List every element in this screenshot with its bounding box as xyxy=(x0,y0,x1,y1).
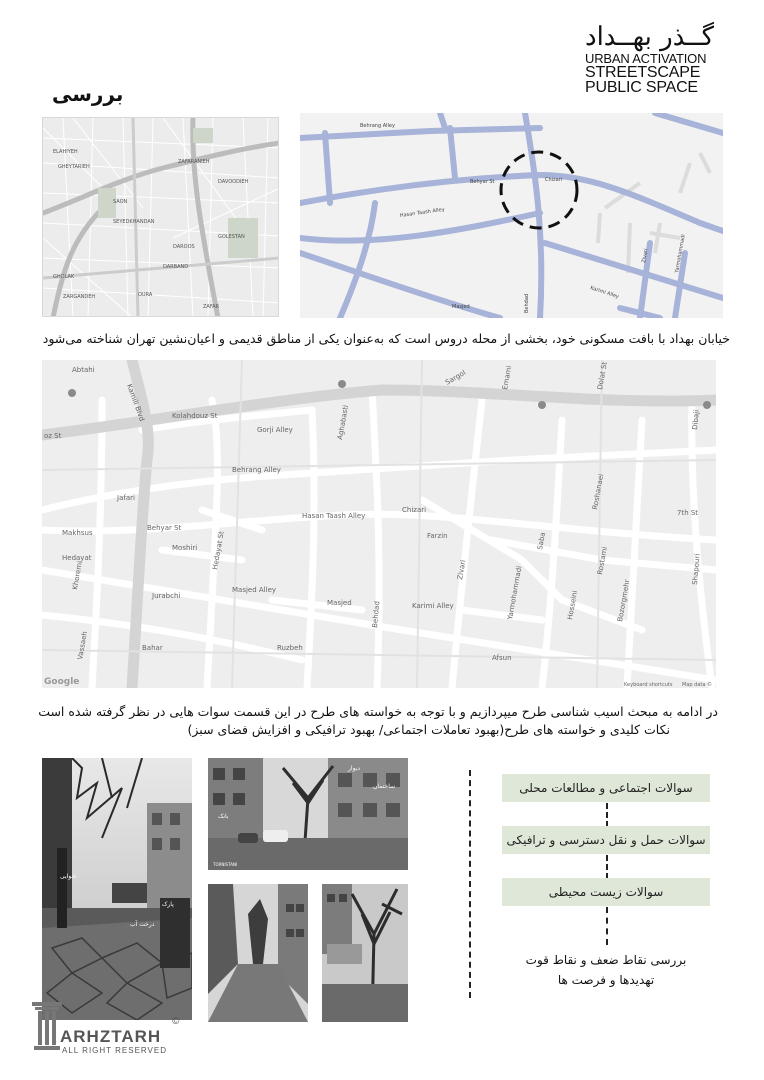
map-small-label: GHEYTARIEH xyxy=(58,164,90,170)
map-large-label: Khoremi xyxy=(71,560,85,591)
map-large-label: Behdad xyxy=(371,600,382,629)
copyright-icon: © xyxy=(172,1016,181,1027)
map-large-label: Sargol xyxy=(444,368,468,387)
map-small-label: ZAFAR xyxy=(203,304,220,310)
logo-name: ARHZTARH xyxy=(60,1027,162,1046)
arhztarh-logo xyxy=(32,1000,182,1055)
connector-dash-3 xyxy=(606,907,608,945)
map-large-label: Abtahi xyxy=(72,366,95,374)
question-box-transport: سوالات حمل و نقل دسترسی و ترافیکی xyxy=(502,826,710,854)
photo2-label: دیوار xyxy=(348,765,361,772)
map-large-label: Kamili Blvd xyxy=(125,382,146,423)
photo1-label: پارک xyxy=(162,901,174,908)
map-large-label: Farzin xyxy=(427,532,448,540)
connector-dash-1 xyxy=(606,803,608,827)
map-zoom-label: Hasan Taash Alley xyxy=(399,206,446,219)
analysis-paragraph-2: نکات کلیدی و خواسته های طرح(بهبود تعاملات اجتماعی/ بهبود ترافیکی و افزایش فضای سبز) xyxy=(187,722,670,737)
map-small-label: DAROOS xyxy=(173,244,195,250)
street-photo-3 xyxy=(208,884,308,1022)
swot-line-1: بررسی نقاط ضعف و نقاط قوت xyxy=(525,953,687,967)
map-large-label: Karimi Alley xyxy=(412,602,454,610)
photo1-label: درخت آب xyxy=(130,921,155,928)
map-zoom-label: Behyar St xyxy=(470,179,495,185)
map-small-label: ELAHIYEH xyxy=(53,149,78,155)
map-zoom-label: Behrang Alley xyxy=(360,123,395,129)
map-large-label: Hosseini xyxy=(566,589,580,621)
map-large-label: Jurabchi xyxy=(152,592,181,600)
map-large-label: Gorji Alley xyxy=(257,426,293,434)
map-large-label: Dolat St xyxy=(596,361,609,391)
street-photo-4 xyxy=(322,884,408,1022)
map-small-label: DAVOODIEH xyxy=(218,179,249,185)
map-large-label: Yarmohammadi xyxy=(506,565,524,621)
photo2-label: بانک xyxy=(218,813,229,820)
map-large-label: Aghabasti xyxy=(336,404,351,441)
map-large-label: Hedayat xyxy=(62,554,92,562)
map-zoom-label: Yarmohammadi xyxy=(674,233,687,274)
map-large-label: Kolahdouz St xyxy=(172,412,218,420)
map-large-label: Behyar St xyxy=(147,524,182,532)
brand-line-3: PUBLIC SPACE xyxy=(585,79,698,96)
map-small-label: DARBAND xyxy=(163,264,189,270)
map-large-label: Rostami xyxy=(596,546,609,576)
street-photo-2 xyxy=(208,758,408,870)
map-zoom-label: Masjed xyxy=(452,304,470,310)
neighborhood-map-large xyxy=(42,360,716,688)
map-zoom-label: Chizari xyxy=(545,177,563,183)
map-small-label: OURA xyxy=(138,292,153,298)
photo2-label: ساختمان xyxy=(373,783,396,790)
analysis-paragraph-1: در ادامه به مبحث اسیب شناسی طرح میپردازیم و با توجه به خواسته های طرح در این قسمت سوات هایی در نظر گرفته شده است xyxy=(38,704,718,719)
map-large-label: Chizari xyxy=(402,506,427,514)
brand-block xyxy=(585,22,755,95)
map-small-label: ZARGANDEH xyxy=(63,294,96,300)
site-map-zoom xyxy=(300,113,723,318)
map-small-label: ZAFARANIEH xyxy=(178,159,210,165)
map-zoom-label: Zivari xyxy=(641,248,650,264)
map-large-label: Moshiri xyxy=(172,544,198,552)
intro-paragraph: خیابان بهداد با بافت مسکونی خود، بخشی از محله دروس است که به‌عنوان یکی از مناطق قدیمی و اعیان‌نشین تهران شناخته می‌شود xyxy=(42,331,730,346)
map-large-label: Zivari xyxy=(456,559,468,581)
map-large-label: Roshanaei xyxy=(591,473,606,511)
map-small-label: SEYEDKHANDAN xyxy=(113,219,155,225)
map-small-label: GOLESTAN xyxy=(218,234,245,240)
brand-title-fa: گــذر بهــداد xyxy=(585,22,714,52)
map-data-credit: Map data © xyxy=(682,682,712,688)
logo-rights: ALL RIGHT RESERVED xyxy=(62,1046,167,1055)
map-large-label: Behrang Alley xyxy=(232,466,281,474)
map-large-label: Afsun xyxy=(492,654,512,662)
map-large-label: Makhsus xyxy=(62,529,93,537)
brand-line-2: STREETSCAPE xyxy=(585,64,701,81)
map-large-label: 7th St xyxy=(677,509,699,517)
map-keyboard-shortcuts[interactable]: Keyboard shortcuts xyxy=(624,682,673,688)
map-small-label: SAON xyxy=(113,199,128,205)
question-box-social: سوالات اجتماعی و مطالعات محلی xyxy=(502,774,710,802)
map-large-label: Masjed Alley xyxy=(232,586,277,594)
map-small-label: GHOLAK xyxy=(53,274,75,280)
map-large-label: Bozorgmehr xyxy=(616,578,632,623)
map-large-label: Hedayat St xyxy=(211,530,226,571)
map-large-label: Bahar xyxy=(142,644,163,652)
map-large-label: Shapouri xyxy=(691,553,702,586)
map-large-label: Ruzbeh xyxy=(277,644,303,652)
map-large-label: Hasan Taash Alley xyxy=(302,512,366,520)
pillar-icon xyxy=(32,1002,62,1050)
map-large-label: Vassaeh xyxy=(76,630,89,661)
map-google-logo: Google xyxy=(44,677,80,687)
map-large-label: oz St xyxy=(44,432,62,440)
connector-dash-2 xyxy=(606,855,608,879)
map-large-label: Emami xyxy=(501,365,514,391)
map-large-label: Jafari xyxy=(117,494,135,502)
section-title: بررسی xyxy=(52,82,124,106)
swot-line-2: تهدیدها و فرصت ها xyxy=(557,973,655,987)
map-large-label: Saba xyxy=(536,531,548,551)
map-large-label: Dibaji xyxy=(691,409,701,431)
map-zoom-label: Karimi Alley xyxy=(589,285,620,301)
map-zoom-label: Behdad xyxy=(524,293,530,313)
question-box-environment: سوالات زیست محیطی xyxy=(502,878,710,906)
map-large-label: Masjed xyxy=(327,599,352,607)
photo1-label: نانوایی xyxy=(60,873,77,880)
flow-dashed-line xyxy=(469,770,471,998)
brand-line-1: URBAN ACTIVATION xyxy=(585,51,707,66)
street-photo-1 xyxy=(42,758,192,1020)
photo2-watermark: TORNISTANI xyxy=(213,862,238,867)
city-map-small xyxy=(42,117,279,317)
